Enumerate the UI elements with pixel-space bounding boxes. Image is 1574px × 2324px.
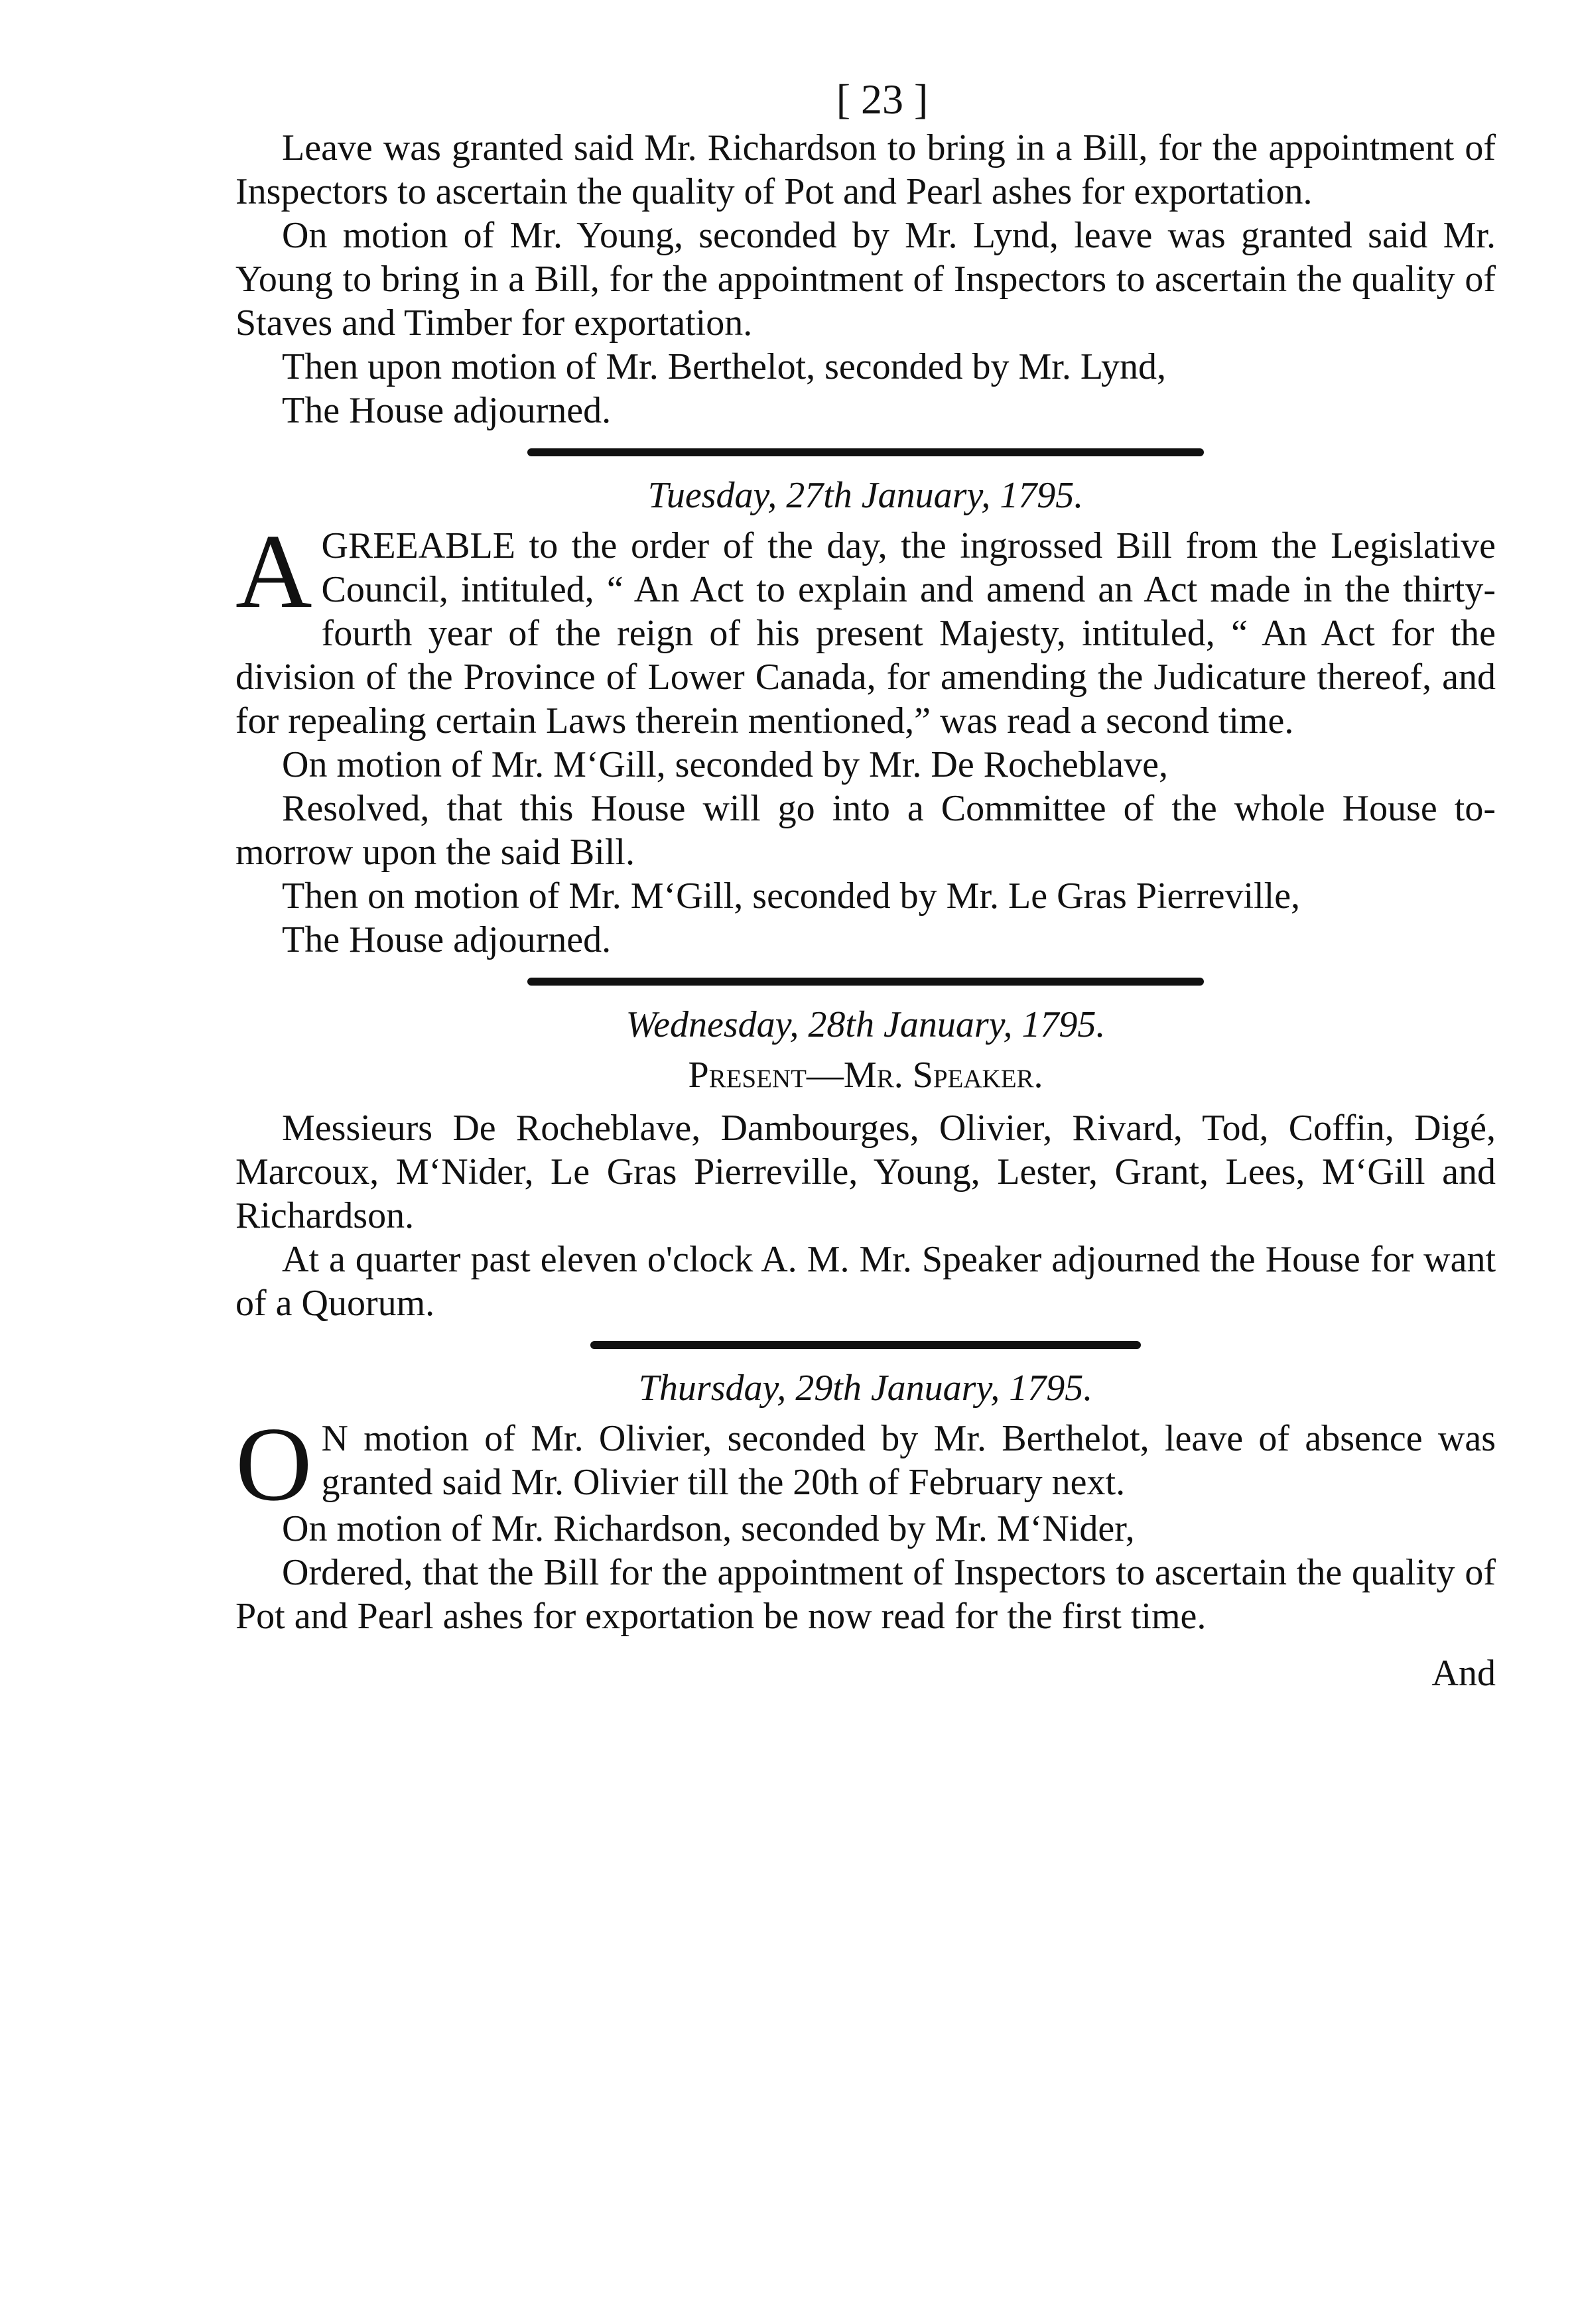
paragraph-motion-mgill-2: Then on motion of Mr. M‘Gill, seconded by Mr. Le Gras Pierreville, [282, 875, 1301, 917]
paragraph-house-adjourned-1: The House adjourned. [282, 390, 612, 431]
paragraph-on-motion-olivier [235, 1405, 1496, 1523]
paragraph-motion-richardson: On motion of Mr. Richardson, seconded by Mr. M‘Nider, [282, 1508, 1135, 1549]
date-wednesday: Wednesday, 28th January, 1795. [625, 1004, 1106, 1045]
date-tuesday: Tuesday, 27th January, 1795. [647, 475, 1084, 516]
document-page [235, 73, 1496, 1695]
drop-cap-o: O [235, 1405, 312, 1523]
paragraph-ordered: Ordered, that the Bill for the appointment of Inspectors to ascertain the quality of Pot and Pearl ashes for exportation be now read for the first time. [235, 1552, 1496, 1637]
paragraph-resolved: Resolved, that this House will go into a Committee of the whole House to-morrow upon the said Bill. [235, 788, 1496, 873]
paragraph-messieurs: Messieurs De Rocheblave, Dambourges, Olivier, Rivard, Tod, Coffin, Digé, Marcoux, M‘Nider, Le Gras Pierreville, Young, Lester, Grant, Lees, M‘Gill and Richardson. [235, 1108, 1496, 1236]
catchword: And [1431, 1653, 1496, 1694]
present-speaker: Present—Mr. Speaker. [688, 1055, 1043, 1096]
section-divider-3 [590, 1341, 1141, 1349]
paragraph-motion-young: On motion of Mr. Young, seconded by Mr. Lynd, leave was granted said Mr. Young to bring in a Bill, for the appointment of Inspectors to ascertain the quality of Staves and Timber for exportation. [235, 215, 1496, 344]
section-divider-1 [527, 448, 1204, 456]
paragraph-motion-berthelot: Then upon motion of Mr. Berthelot, seconded by Mr. Lynd, [282, 346, 1166, 387]
drop-cap-a: A [235, 512, 312, 630]
paragraph-quorum: At a quarter past eleven o'clock A. M. Mr. Speaker adjourned the House for want of a Quorum. [235, 1239, 1496, 1324]
paragraph-agreeable [235, 512, 1496, 743]
paragraph-on-motion-olivier-text: N motion of Mr. Olivier, seconded by Mr. Berthelot, leave of absence was granted said Mr. Olivier till the 20th of February next. [321, 1418, 1496, 1503]
paragraph-agreeable-text: GREEABLE to the order of the day, the ingrossed Bill from the Legislative Council, intituled, “ An Act to explain and amend an Act made in the thirty-fourth year of the reign of his present Majesty, intituled, “ An Act for the division of the Province of Lower Canada, for amending the Judicature thereof, and for repealing certain Laws therein mentioned,” was read a second time. [235, 525, 1496, 742]
paragraph-motion-mgill: On motion of Mr. M‘Gill, seconded by Mr. De Rocheblave, [282, 744, 1169, 785]
page-number: [ 23 ] [836, 76, 929, 123]
section-divider-2 [527, 978, 1204, 986]
date-thursday: Thursday, 29th January, 1795. [638, 1368, 1093, 1409]
paragraph-leave-richardson: Leave was granted said Mr. Richardson to bring in a Bill, for the appointment of Inspectors to ascertain the quality of Pot and Pearl ashes for exportation. [235, 127, 1496, 212]
paragraph-house-adjourned-2: The House adjourned. [282, 919, 612, 960]
